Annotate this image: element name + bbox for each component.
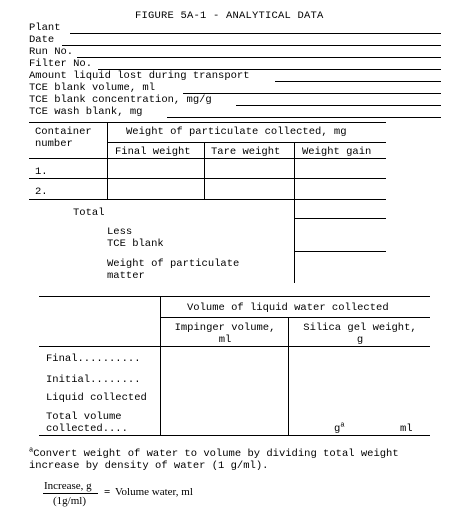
row-label-2: 2. (35, 186, 48, 198)
row-label-liquid-collected: Liquid collected (46, 392, 147, 404)
field-label-run-no: Run No. (29, 46, 74, 58)
unit-g (334, 423, 345, 435)
footnote-text: Convert weight of water to volume by dividing total weight increase by density of water (1 g/ml). (29, 448, 399, 472)
field-label-liquid-lost: Amount liquid lost during transport (29, 70, 250, 82)
unit-ml: ml (400, 423, 413, 435)
formula-denominator: (1g/ml) (53, 495, 86, 507)
footnote-marker: a (29, 446, 34, 455)
table-divider (294, 142, 295, 283)
formula-result: Volume water, ml (115, 486, 193, 498)
fraction-bar (43, 493, 98, 494)
column-header-tare-weight: Tare weight (211, 146, 281, 158)
table-divider (288, 317, 289, 436)
column-header-silica-gel-weight: Silica gel weight, g (303, 322, 417, 346)
table-divider (29, 178, 386, 179)
page-title: FIGURE 5A-1 - ANALYTICAL DATA (135, 10, 324, 22)
field-label-tce-blank-volume: TCE blank volume, ml (29, 82, 156, 94)
field-label-filter-no: Filter No. (29, 58, 93, 70)
field-line-tce-blank-volume[interactable] (183, 93, 441, 94)
unit-g-text: g (334, 423, 341, 435)
particulate-group-header: Weight of particulate collected, mg (126, 126, 347, 138)
total-label: Total (73, 207, 105, 219)
unit-g-footnote-marker: a (340, 421, 345, 430)
column-header-weight-gain: Weight gain (302, 146, 372, 158)
table-divider (204, 142, 205, 200)
field-label-date: Date (29, 34, 55, 46)
table-border-top (29, 122, 386, 123)
formula-numerator: Increase, g (44, 480, 92, 492)
table-border-top (39, 296, 430, 297)
field-line-plant[interactable] (70, 33, 441, 34)
row-label-initial: Initial........ (46, 374, 141, 386)
particulate-matter-label: Weight of particulate matter (107, 258, 240, 282)
field-label-tce-blank-concentration: TCE blank concentration, mg/g (29, 94, 212, 106)
table-divider (107, 122, 108, 200)
total-line[interactable] (294, 218, 386, 219)
column-header-final-weight: Final weight (115, 146, 191, 158)
field-line-liquid-lost[interactable] (275, 81, 441, 82)
formula-equals: = (104, 486, 111, 498)
table-divider (39, 346, 430, 347)
row-label-1: 1. (35, 166, 48, 178)
field-line-tce-blank-concentration[interactable] (236, 105, 441, 106)
table-divider (160, 317, 430, 318)
table-divider (29, 199, 386, 200)
table-divider (107, 142, 386, 143)
field-label-tce-wash-blank: TCE wash blank, mg (29, 106, 143, 118)
footnote (29, 448, 399, 472)
field-line-date[interactable] (62, 45, 441, 46)
field-line-tce-wash-blank[interactable] (167, 117, 441, 118)
less-tce-blank-label: Less TCE blank (107, 226, 164, 250)
row-label-final: Final.......... (46, 353, 141, 365)
field-label-plant: Plant (29, 22, 61, 34)
field-line-run-no[interactable] (77, 57, 441, 58)
column-header-impinger-volume: Impinger volume, ml (174, 322, 276, 346)
table-divider (29, 158, 386, 159)
row-label-total-volume: Total volume collected.... (46, 411, 128, 435)
container-number-header: Container number (35, 126, 92, 150)
less-tce-blank-line[interactable] (294, 251, 386, 252)
table-border-bottom (39, 435, 430, 436)
water-group-header: Volume of liquid water collected (187, 302, 389, 314)
